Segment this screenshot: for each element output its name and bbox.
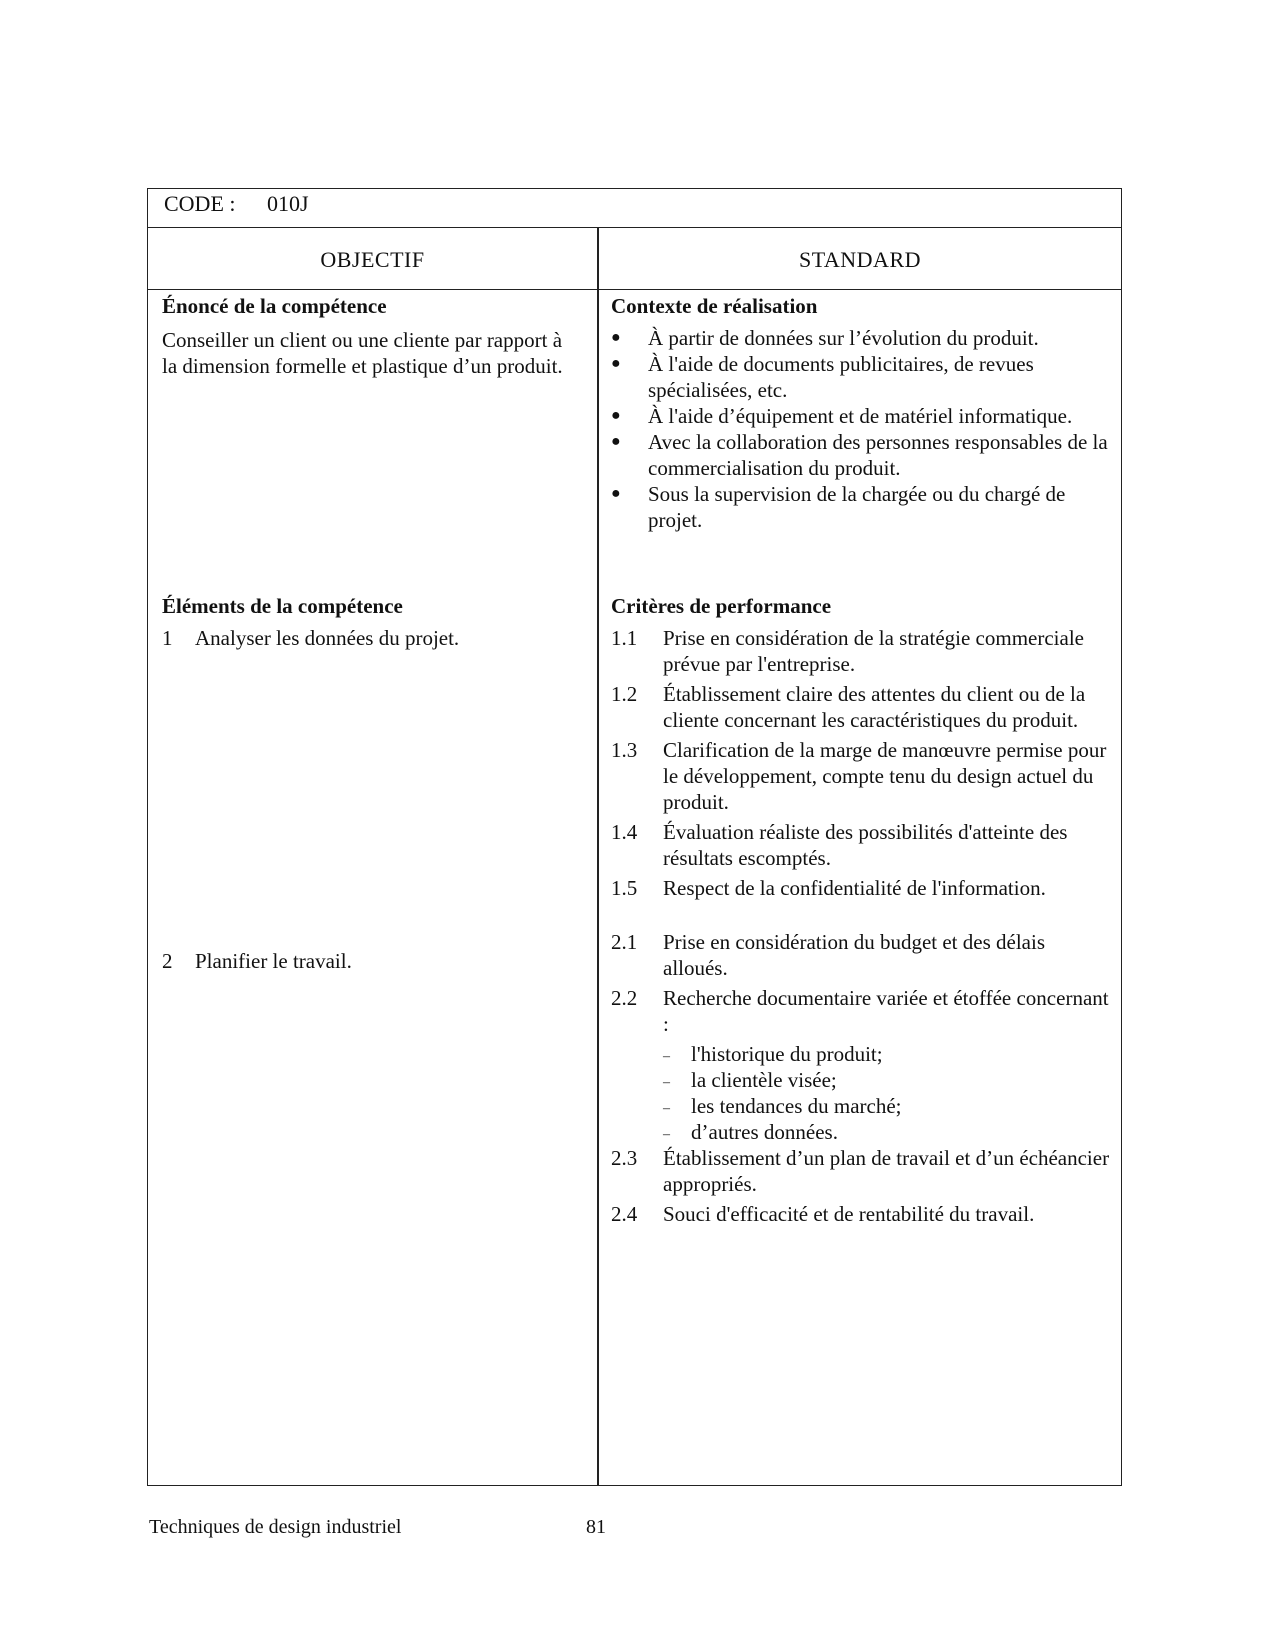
column-headers: [148, 228, 1121, 290]
list-item: ● À partir de données sur l’évolution du produit.: [611, 326, 1039, 350]
elements-heading: Éléments de la compétence: [162, 594, 403, 618]
critere-2-3: 2.3 Établissement d’un plan de travail et d’un échéancier appropriés.: [611, 1146, 1110, 1196]
criteres-section: [611, 593, 1111, 1227]
critere-2-2-sublist: [663, 1041, 1111, 1145]
bullet-icon: ●: [611, 485, 621, 502]
dash-icon: –: [663, 1075, 670, 1090]
critere-1-2: 1.2 Établissement claire des attentes du client ou de la cliente concernant les caractéristiques du produit.: [611, 682, 1086, 732]
element-item-2: 2 Planifier le travail.: [162, 949, 352, 973]
list-item: ● Sous la supervision de la chargée ou du chargé de projet.: [611, 482, 1066, 532]
enonce-section: [162, 293, 582, 379]
code-value: 010J: [267, 191, 309, 216]
header-objectif: OBJECTIF: [320, 247, 425, 272]
bullet-icon: ●: [611, 355, 621, 372]
critere-1-3: 1.3 Clarification de la marge de manœuvre permise pour le développement, compte tenu du design actuel du produit.: [611, 738, 1107, 814]
list-item: ● À l'aide de documents publicitaires, de revues spécialisées, etc.: [611, 352, 1034, 402]
critere-2-1: 2.1 Prise en considération du budget et des délais alloués.: [611, 930, 1045, 980]
critere-1-1: 1.1 Prise en considération de la stratégie commerciale prévue par l'entreprise.: [611, 626, 1084, 676]
enonce-text: Conseiller un client ou une cliente par rapport à la dimension formelle et plastique d’un produit.: [162, 328, 563, 378]
list-item: – l'historique du produit;: [663, 1041, 1111, 1067]
bullet-icon: ●: [611, 433, 621, 450]
dash-icon: –: [663, 1101, 670, 1116]
element-item-1: 1 Analyser les données du projet.: [162, 626, 460, 650]
dash-icon: –: [663, 1127, 670, 1142]
list-item: – la clientèle visée;: [663, 1067, 1111, 1093]
footer-title: Techniques de design industriel: [149, 1516, 402, 1538]
critere-2-2: 2.2 Recherche documentaire variée et étoffée concernant : – l'historique du produit; – la clientèle visée; – les tendances du marché; – d’autres données.: [611, 985, 1111, 1145]
list-item: – les tendances du marché;: [663, 1093, 1111, 1119]
code-row: [148, 189, 1121, 228]
critere-1-5: 1.5 Respect de la confidentialité de l'information.: [611, 876, 1046, 900]
contexte-heading: Contexte de réalisation: [611, 294, 818, 318]
dash-icon: –: [663, 1049, 670, 1064]
critere-1-4: 1.4 Évaluation réaliste des possibilités d'atteinte des résultats escomptés.: [611, 820, 1068, 870]
column-divider: [597, 228, 599, 1485]
list-item: – d’autres données.: [663, 1119, 1111, 1145]
page-number: 81: [586, 1516, 606, 1538]
bullet-icon: ●: [611, 329, 621, 346]
list-item: ● Avec la collaboration des personnes responsables de la commercialisation du produit.: [611, 430, 1108, 480]
bullet-icon: ●: [611, 407, 621, 424]
list-item: ● À l'aide d’équipement et de matériel informatique.: [611, 404, 1073, 428]
contexte-list: [611, 325, 1111, 533]
criteres-heading: Critères de performance: [611, 594, 832, 618]
contexte-section: [611, 293, 1111, 533]
enonce-heading: Énoncé de la compétence: [162, 294, 387, 318]
critere-2-4: 2.4 Souci d'efficacité et de rentabilité du travail.: [611, 1202, 1035, 1226]
competency-table: [147, 188, 1122, 1486]
code-label: CODE :: [164, 191, 236, 216]
header-standard: STANDARD: [798, 247, 922, 272]
elements-section: [162, 593, 582, 974]
